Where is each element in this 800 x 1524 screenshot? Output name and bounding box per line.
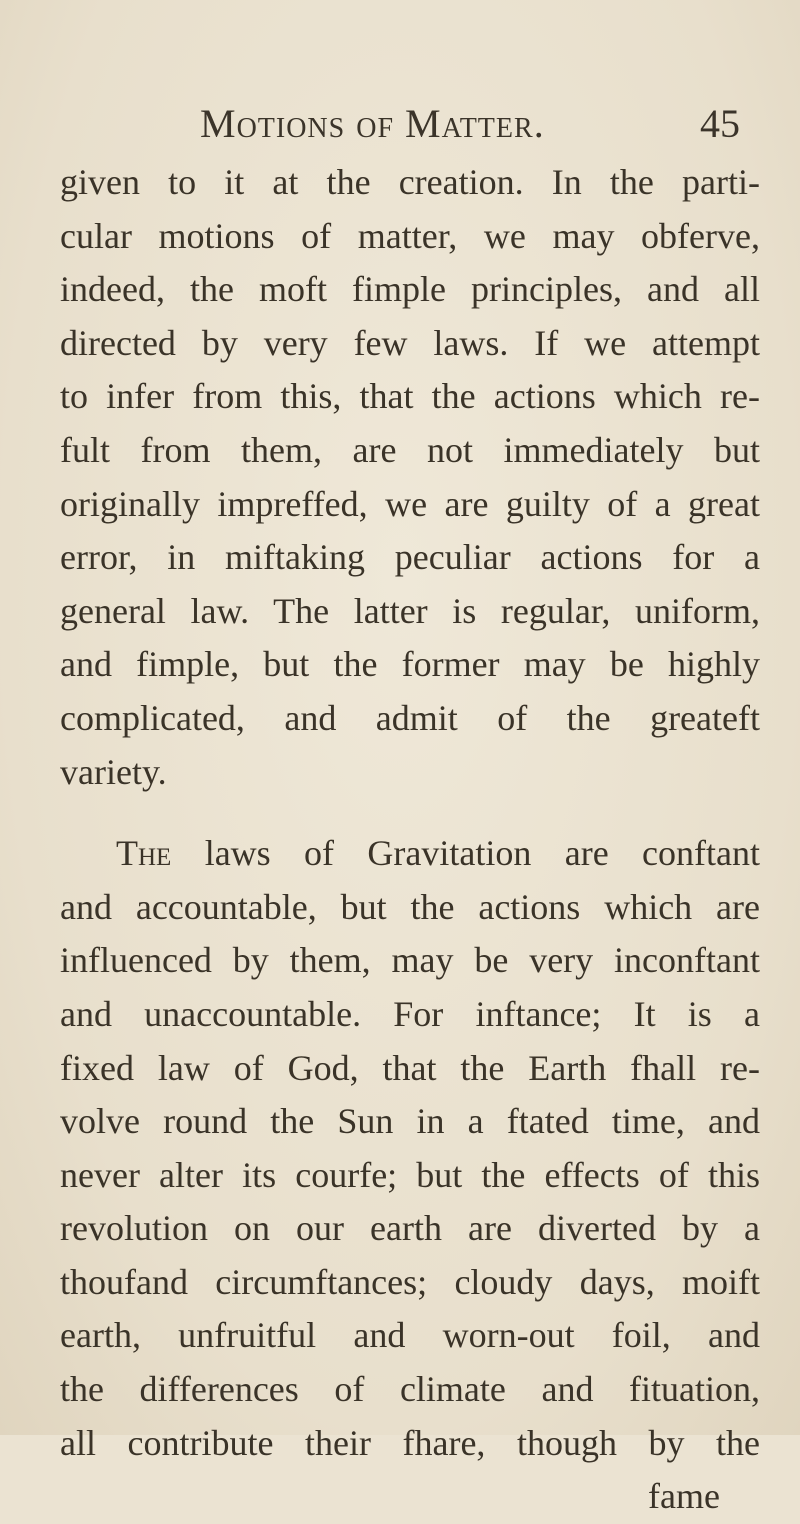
text-line: and fimple, but the former may be highly	[60, 644, 760, 685]
text-line: general law. The latter is regular, uniform,	[60, 590, 760, 631]
paragraph-gap	[60, 799, 760, 827]
text-line: given to it at the creation. In the parti-	[60, 162, 760, 202]
text-line: and accountable, but the actions which are	[60, 886, 760, 927]
text-line: complicated, and admit of the greateft	[60, 697, 760, 738]
text-line: to infer from this, that the actions which re-	[60, 376, 760, 417]
paragraph-1	[60, 156, 760, 799]
text-line: originally impreffed, we are guilty of a great	[60, 483, 760, 524]
text-line: earth, unfruitful and worn-out foil, and	[60, 1315, 760, 1356]
body-text	[60, 156, 760, 1524]
text-line: fixed law of God, that the Earth fhall re-	[60, 1047, 760, 1088]
text-line: and unaccountable. For inftance; It is a	[60, 993, 760, 1034]
text-line: revolution on our earth are diverted by a	[60, 1208, 760, 1249]
lead-line-rest: laws of Gravitation are conftant	[171, 833, 760, 874]
text-line-first	[60, 827, 760, 881]
text-line: cular motions of matter, we may obferve,	[60, 215, 760, 256]
catchword: fame	[648, 1476, 720, 1517]
lead-word: The	[116, 833, 172, 874]
text-line: never alter its courfe; but the effects of this	[60, 1154, 760, 1195]
text-line: the differences of climate and fituation,	[60, 1369, 760, 1410]
text-line: thoufand circumftances; cloudy days, moift	[60, 1261, 760, 1302]
text-line: influenced by them, may be very inconftant	[60, 940, 760, 981]
text-line: error, in miftaking peculiar actions for a	[60, 537, 760, 578]
text-line: indeed, the moft fimple principles, and all	[60, 269, 760, 310]
running-head	[200, 100, 740, 152]
text-line: all contribute their fhare, though by the	[60, 1422, 760, 1463]
text-line: fult from them, are not immediately but	[60, 429, 760, 470]
paragraph-2	[60, 827, 760, 1524]
text-line: directed by very few laws. If we attempt	[60, 322, 760, 363]
page-number: 45	[700, 101, 740, 146]
running-title: Motions of Matter.	[200, 101, 545, 146]
text-line: volve round the Sun in a ftated time, and	[60, 1101, 760, 1142]
text-line: variety.	[60, 751, 167, 792]
